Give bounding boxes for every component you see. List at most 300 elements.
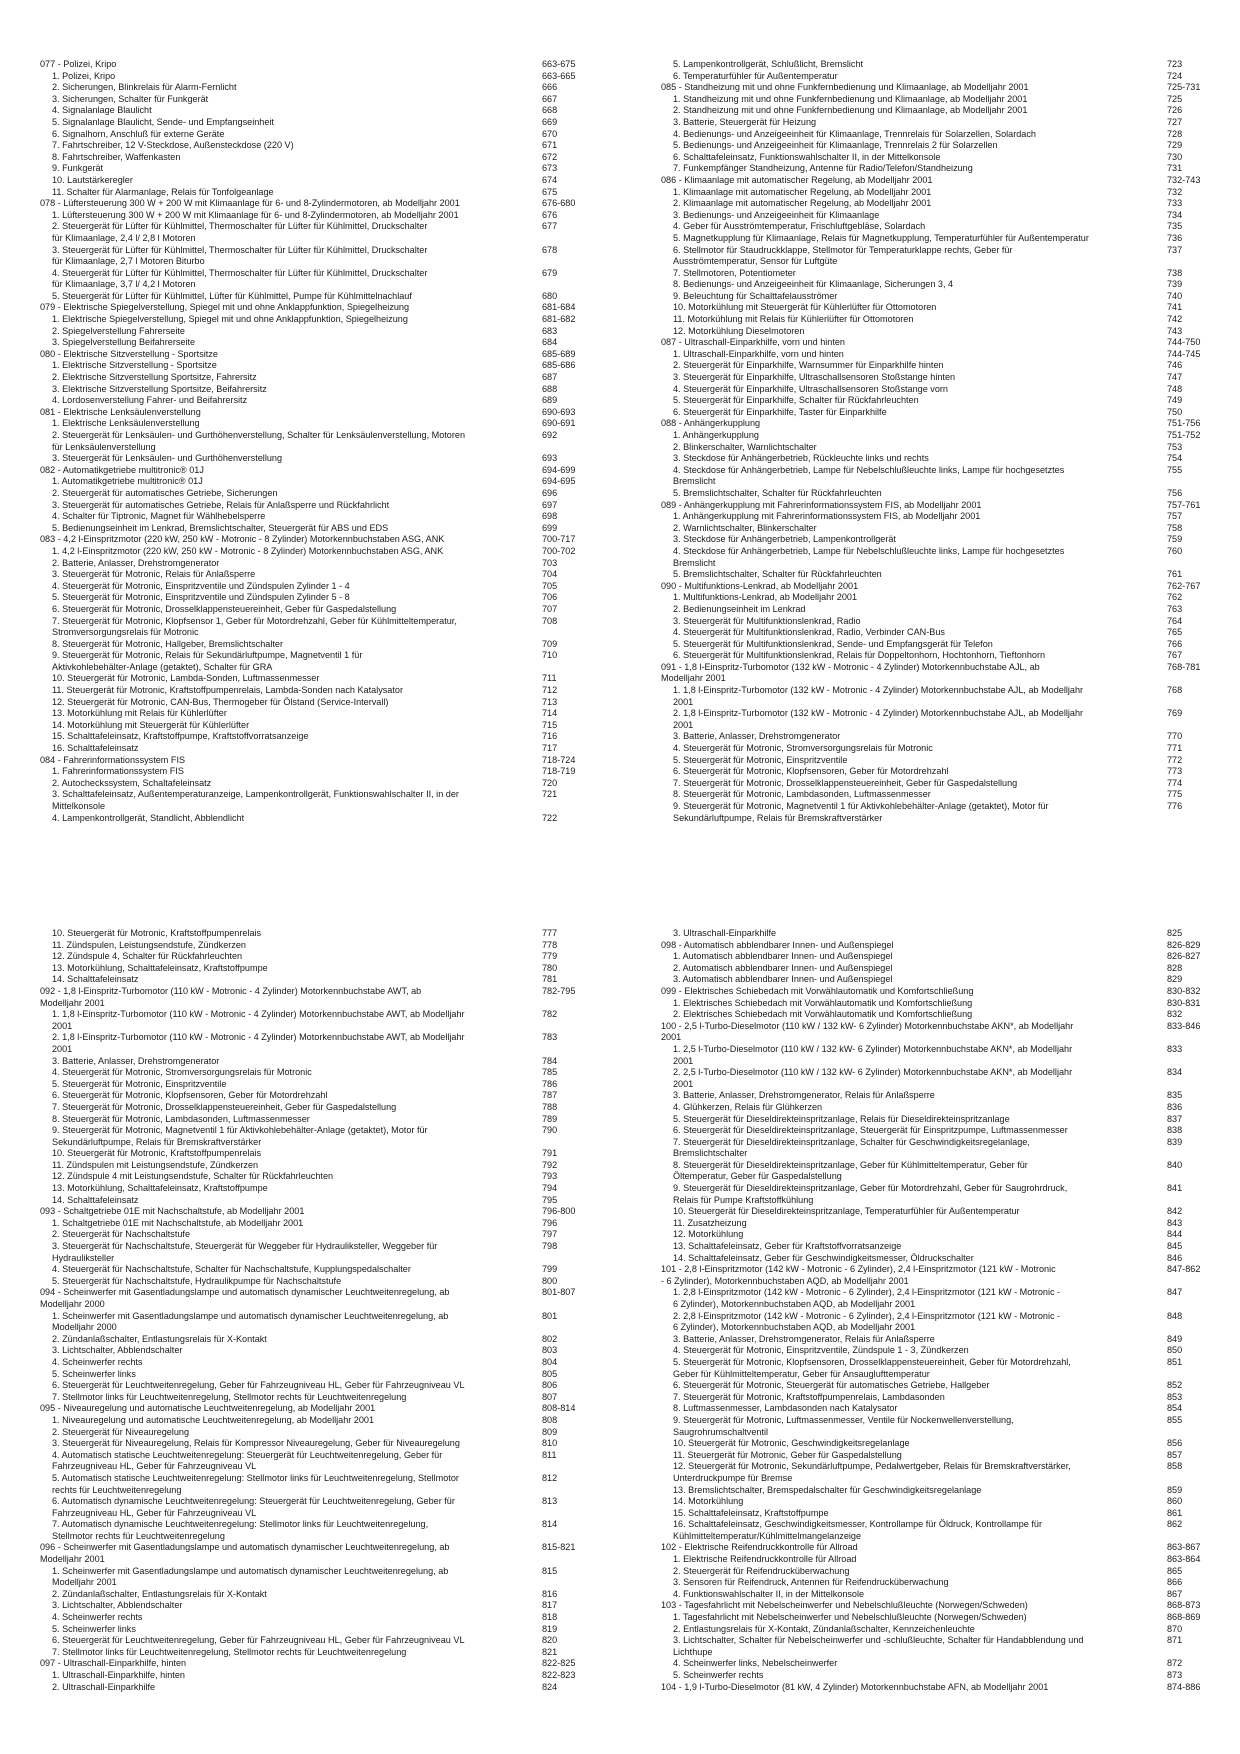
toc-entry-title: 10. Steuergerät für Motronic, Kraftstoffpumpenrelais bbox=[52, 1148, 262, 1159]
toc-subentry bbox=[661, 210, 1201, 222]
toc-entry-pages: 693 bbox=[542, 453, 558, 464]
toc-entry-title: Öltemperatur, Geber für Gaspedalstellung bbox=[673, 1171, 842, 1182]
toc-entry-title: 3. Steuergerät für Lüfter für Kühlmittel, Thermoschalter für Lüfter für Kühlmittel, Druckschalter bbox=[52, 244, 428, 255]
toc-entry-title: 2. 2,5 l-Turbo-Dieselmotor (110 kW / 132 kW- 6 Zylinder) Motorkennbuchstabe AKN*, ab Modelljahr bbox=[673, 1067, 1073, 1078]
toc-entry-pages: 778 bbox=[542, 939, 558, 950]
toc-subentry-continuation bbox=[661, 1148, 1201, 1160]
toc-entry-pages: 774 bbox=[1167, 777, 1183, 788]
toc-subentry-continuation bbox=[40, 662, 595, 674]
toc-entry-title: 1. Elektrische Spiegelverstellung, Spiegel mit und ohne Anklappfunktion, Spiegelheizung bbox=[52, 314, 408, 325]
toc-entry-title: 2. Zündanlaßschalter, Entlastungsrelais für X-Kontakt bbox=[52, 1588, 267, 1599]
toc-entry-title: 100 - 2,5 l-Turbo-Dieselmotor (110 kW / 132 kW- 6 Zylinder) Motorkennbuchstabe AKN*, ab Modelljahr bbox=[661, 1020, 1074, 1031]
toc-entry-title: 7. Stellmotoren, Potentiometer bbox=[673, 267, 796, 278]
toc-entry-title: 6. Signalhorn, Anschluß für externe Geräte bbox=[52, 128, 225, 139]
toc-subentry bbox=[40, 974, 595, 986]
toc-entry-pages: 681-684 bbox=[542, 302, 576, 313]
toc-subentry bbox=[40, 511, 595, 523]
toc-entry-title: 6. Stellmotor für Staudruckklappe, Stellmotor für Temperaturklappe rechts, Geber für bbox=[673, 244, 1013, 255]
toc-entry-pages: 677 bbox=[542, 221, 558, 232]
toc-entry-pages: 712 bbox=[542, 685, 558, 696]
toc-entry-title: 3. Steuergerät für Lenksäulen- und Gurthöhenverstellung bbox=[52, 453, 283, 464]
toc-entry-title: 7. Steuergerät für Motronic, Drosselklappensteuereinheit, Geber für Gaspedalstellung bbox=[673, 777, 1018, 788]
toc-subentry bbox=[661, 1403, 1201, 1415]
toc-entry-pages: 834 bbox=[1167, 1067, 1183, 1078]
toc-entry-title: 1. 1,8 l-Einspritz-Turbomotor (132 kW - Motronic - 4 Zylinder) Motorkennbuchstabe AJL, ab Modelljahr bbox=[673, 685, 1084, 696]
toc-entry-title: Stellmotor rechts für Leuchtweitenregelung bbox=[52, 1530, 225, 1541]
toc-entry-title: 14. Schalttafeleinsatz, Geber für Geschwindigkeitsmesser, Öldruckschalter bbox=[673, 1252, 974, 1263]
toc-entry-pages: 866 bbox=[1167, 1577, 1183, 1588]
toc-subentry bbox=[661, 731, 1201, 743]
toc-entry-pages: 826-829 bbox=[1167, 939, 1201, 950]
toc-entry-title: 082 - Automatikgetriebe multitronic® 01J bbox=[40, 464, 204, 475]
toc-entry-title: - 6 Zylinder), Motorkennbuchstaben AQD, ab Modelljahr 2001 bbox=[661, 1275, 909, 1286]
toc-subentry bbox=[661, 71, 1201, 83]
toc-subentry bbox=[40, 1160, 595, 1172]
toc-entry-pages: 757-761 bbox=[1167, 499, 1201, 510]
toc-subentry bbox=[40, 152, 595, 164]
toc-chapter-entry bbox=[661, 662, 1201, 674]
toc-subentry bbox=[40, 418, 595, 430]
toc-subentry bbox=[40, 731, 595, 743]
toc-subentry bbox=[661, 1160, 1201, 1172]
toc-entry-title: 1. Automatisch abblendbarer Innen- und Außenspiegel bbox=[673, 951, 893, 962]
toc-entry-pages: 818 bbox=[542, 1612, 558, 1623]
toc-entry-pages: 758 bbox=[1167, 522, 1183, 533]
toc-entry-pages: 775 bbox=[1167, 789, 1183, 800]
toc-entry-pages: 841 bbox=[1167, 1183, 1183, 1194]
toc-subentry bbox=[40, 1079, 595, 1091]
toc-subentry-continuation bbox=[661, 1473, 1201, 1485]
toc-entry-pages: 663-665 bbox=[542, 70, 576, 81]
toc-entry-pages: 874-886 bbox=[1167, 1681, 1201, 1692]
toc-subentry bbox=[661, 951, 1201, 963]
toc-entry-pages: 734 bbox=[1167, 209, 1183, 220]
toc-subentry bbox=[40, 569, 595, 581]
toc-subentry bbox=[661, 1009, 1201, 1021]
toc-subentry bbox=[661, 1241, 1201, 1253]
toc-entry-title: Bremslicht bbox=[673, 557, 716, 568]
toc-entry-pages: 822-825 bbox=[542, 1658, 576, 1669]
toc-entry-pages: 687 bbox=[542, 372, 558, 383]
toc-entry-pages: 808 bbox=[542, 1414, 558, 1425]
toc-subentry bbox=[661, 928, 1201, 940]
toc-entry-pages: 713 bbox=[542, 696, 558, 707]
toc-entry-pages: 860 bbox=[1167, 1496, 1183, 1507]
toc-entry-pages: 783 bbox=[542, 1032, 558, 1043]
toc-entry-title: 2. Steuergerät für automatisches Getriebe, Sicherungen bbox=[52, 487, 278, 498]
toc-entry-pages: 812 bbox=[542, 1472, 558, 1483]
toc-subentry bbox=[40, 951, 595, 963]
toc-entry-pages: 732 bbox=[1167, 186, 1183, 197]
toc-entry-pages: 822-823 bbox=[542, 1670, 576, 1680]
toc-chapter-entry bbox=[40, 1658, 595, 1670]
toc-entry-title: Saugrohrumschaltventil bbox=[673, 1426, 769, 1437]
toc-subentry bbox=[40, 1473, 595, 1485]
toc-entry-pages: 854 bbox=[1167, 1403, 1183, 1414]
toc-entry-title: 6. Steuergerät für Leuchtweitenregelung, Geber für Fahrzeugniveau HL, Geber für Fahrzeugniveau VL bbox=[52, 1380, 465, 1391]
toc-entry-pages: 784 bbox=[542, 1055, 558, 1066]
toc-entry-pages: 871 bbox=[1167, 1635, 1183, 1646]
toc-entry-title: 096 - Scheinwerfer mit Gasentladungslampe und automatisch dynamischer Leuchtweitenregelung, ab bbox=[40, 1542, 450, 1553]
toc-subentry bbox=[40, 187, 595, 199]
toc-entry-pages: 815 bbox=[542, 1565, 558, 1576]
toc-subentry-continuation bbox=[661, 697, 1201, 709]
toc-entry-pages: 697 bbox=[542, 499, 558, 510]
toc-entry-title: 14. Schalttafeleinsatz bbox=[52, 974, 139, 985]
toc-chapter-entry bbox=[40, 407, 595, 419]
toc-entry-title: 5. Bedienungs- und Anzeigeeinheit für Klimaanlage, Trennrelais 2 für Solarzellen bbox=[673, 140, 998, 151]
toc-entry-title: 4. Steuergerät für Motronic, Einspritzventile, Zündspule 1 - 3, Zündkerzen bbox=[673, 1345, 969, 1356]
toc-entry-title: 3. Batterie, Anlasser, Drehstromgenerator, Relais für Anlaßsperre bbox=[673, 1090, 935, 1101]
toc-entry-title: für Klimaanlage, 2,7 l Motoren Biturbo bbox=[52, 256, 205, 267]
toc-entry-pages: 791 bbox=[542, 1148, 558, 1159]
toc-subentry bbox=[40, 1357, 595, 1369]
toc-entry-pages: 678 bbox=[542, 244, 558, 255]
toc-entry-title: 10. Steuergerät für Motronic, Geschwindigkeitsregelanlage bbox=[673, 1438, 910, 1449]
toc-subentry bbox=[661, 604, 1201, 616]
toc-entry-pages: 725 bbox=[1167, 93, 1183, 104]
toc-subentry bbox=[661, 245, 1201, 257]
toc-subentry bbox=[661, 1635, 1201, 1647]
toc-entry-pages: 689 bbox=[542, 395, 558, 406]
toc-subentry bbox=[661, 1485, 1201, 1497]
toc-subentry bbox=[40, 673, 595, 685]
toc-subentry bbox=[661, 755, 1201, 767]
toc-entry-pages: 669 bbox=[542, 116, 558, 127]
toc-entry-pages: 809 bbox=[542, 1426, 558, 1437]
toc-subentry bbox=[661, 627, 1201, 639]
toc-entry-pages: 738 bbox=[1167, 267, 1183, 278]
toc-subentry bbox=[661, 511, 1201, 523]
toc-subentry bbox=[661, 1044, 1201, 1056]
toc-subentry-continuation bbox=[661, 476, 1201, 488]
toc-subentry bbox=[661, 302, 1201, 314]
toc-entry-title: 9. Beleuchtung für Schalttafelausströmer bbox=[673, 290, 838, 301]
toc-subentry-continuation bbox=[40, 627, 595, 639]
toc-entry-title: Unterdruckpumpe für Bremse bbox=[673, 1472, 793, 1483]
toc-subentry bbox=[661, 430, 1201, 442]
toc-entry-pages: 760 bbox=[1167, 545, 1183, 556]
toc-subentry-continuation bbox=[40, 1485, 595, 1497]
toc-entry-pages: 843 bbox=[1167, 1217, 1183, 1228]
toc-entry-title: Geber für Kühlmitteltemperatur, Geber für Ansauglufttemperatur bbox=[673, 1368, 930, 1379]
toc-entry-pages: 773 bbox=[1167, 766, 1183, 777]
toc-subentry bbox=[40, 1334, 595, 1346]
toc-entry-title: 101 - 2,8 l-Einspritzmotor (142 kW - Motronic - 6 Zylinder), 2,4 l-Einspritzmotor (121 kW - Motronic bbox=[661, 1264, 1056, 1275]
toc-entry-title: 13. Motorkühlung mit Relais für Kühlerlüfter bbox=[52, 708, 227, 719]
toc-entry-title: 6 Zylinder), Motorkennbuchstaben AQD, ab Modelljahr 2001 bbox=[673, 1322, 916, 1333]
toc-subentry bbox=[661, 1589, 1201, 1601]
toc-subentry bbox=[40, 453, 595, 465]
toc-entry-pages: 736 bbox=[1167, 232, 1183, 243]
toc-entry-title: 13. Bremslichtschalter, Bremspedalschalter für Geschwindigkeitsregelanlage bbox=[673, 1484, 982, 1495]
toc-entry-pages: 717 bbox=[542, 743, 558, 754]
toc-entry-title: 7. Steuergerät für Dieseldirekteinspritzanlage, Schalter für Geschwindigkeitsregelanlage, bbox=[673, 1136, 1030, 1147]
toc-entry-pages: 799 bbox=[542, 1264, 558, 1275]
toc-entry-title: Hydrauliksteller bbox=[52, 1252, 115, 1263]
toc-chapter-entry bbox=[661, 581, 1201, 593]
toc-subentry bbox=[661, 1658, 1201, 1670]
toc-subentry bbox=[40, 604, 595, 616]
toc-chapter-entry bbox=[40, 198, 595, 210]
toc-entry-title: 103 - Tagesfahrlicht mit Nebelscheinwerfer und Nebelschlußleuchte (Norwegen/Schweden) bbox=[661, 1600, 1028, 1611]
toc-entry-title: 5. Steuergerät für Multifunktionslenkrad, Sende- und Empfangsgerät für Telefon bbox=[673, 638, 993, 649]
toc-entry-title: Aktivkohlebehälter-Anlage (getaktet), Schalter für GRA bbox=[52, 661, 273, 672]
toc-subentry bbox=[40, 1148, 595, 1160]
toc-entry-pages: 872 bbox=[1167, 1658, 1183, 1669]
toc-entry-pages: 727 bbox=[1167, 116, 1183, 127]
toc-entry-title: 5. Steuergerät für Lüfter für Kühlmittel, Lüfter für Kühlmittel, Pumpe für Kühlmittelnachlauf bbox=[52, 290, 412, 301]
toc-subentry bbox=[661, 268, 1201, 280]
toc-subentry bbox=[40, 384, 595, 396]
toc-entry-pages: 810 bbox=[542, 1438, 558, 1449]
toc-entry-title: 4. Signalanlage Blaulicht bbox=[52, 105, 152, 116]
toc-chapter-entry bbox=[40, 1206, 595, 1218]
toc-entry-title: 2. Autocheckssystem, Schaltafeleinsatz bbox=[52, 777, 212, 788]
toc-subentry bbox=[661, 998, 1201, 1010]
toc-subentry bbox=[40, 1311, 595, 1323]
toc-subentry bbox=[661, 442, 1201, 454]
toc-subentry bbox=[40, 778, 595, 790]
toc-entry-title: 9. Steuergerät für Motronic, Luftmassenmesser, Ventile für Nockenwellenverstellung, bbox=[673, 1414, 1014, 1425]
toc-entry-pages: 863-864 bbox=[1167, 1554, 1201, 1565]
toc-entry-pages: 737 bbox=[1167, 244, 1183, 255]
toc-subentry bbox=[661, 465, 1201, 477]
toc-subentry bbox=[661, 360, 1201, 372]
toc-subentry bbox=[40, 558, 595, 570]
toc-entry-title: 090 - Multifunktions-Lenkrad, ab Modelljahr 2001 bbox=[661, 580, 859, 591]
toc-entry-pages: 801 bbox=[542, 1310, 558, 1321]
toc-entry-pages: 749 bbox=[1167, 395, 1183, 406]
toc-entry-pages: 733 bbox=[1167, 198, 1183, 209]
toc-entry-title: 4. Steuergerät für Motronic, Stromversorgungsrelais für Motronic bbox=[673, 743, 933, 754]
toc-entry-title: 8. Luftmassenmesser, Lambdasonden nach Katalysator bbox=[673, 1403, 898, 1414]
toc-entry-title: 13. Schalttafeleinsatz, Geber für Kraftstoffvorratsanzeige bbox=[673, 1241, 902, 1252]
toc-entry-title: 091 - 1,8 l-Einspritz-Turbomotor (132 kW - Motronic - 4 Zylinder) Motorkennbuchstabe AJL, ab bbox=[661, 661, 1040, 672]
toc-entry-title: 7. Stellmotor links für Leuchtweitenregelung, Stellmotor rechts für Leuchtweitenregelung bbox=[52, 1391, 407, 1402]
toc-subentry bbox=[40, 430, 595, 442]
toc-entry-title: 3. Lichtschalter, Abblendschalter bbox=[52, 1600, 183, 1611]
toc-subentry bbox=[40, 140, 595, 152]
toc-subentry-continuation bbox=[661, 1079, 1201, 1091]
toc-entry-pages: 728 bbox=[1167, 128, 1183, 139]
toc-entry-title: für Lenksäulenverstellung bbox=[52, 441, 156, 452]
toc-entry-pages: 855 bbox=[1167, 1414, 1183, 1425]
toc-entry-pages: 851 bbox=[1167, 1356, 1183, 1367]
toc-entry-title: 16. Schalttafeleinsatz, Geschwindigkeitsmesser, Kontrollampe für Öldruck, Kontrollampe für bbox=[673, 1519, 1042, 1530]
toc-subentry bbox=[40, 1032, 595, 1044]
toc-entry-title: 3. Lichtschalter, Abblendschalter bbox=[52, 1345, 183, 1356]
toc-entry-pages: 845 bbox=[1167, 1241, 1183, 1252]
toc-entry-pages: 699 bbox=[542, 522, 558, 533]
toc-entry-title: 3. Steuergerät für Motronic, Relais für Anlaßsperre bbox=[52, 569, 256, 580]
toc-subentry bbox=[40, 221, 595, 233]
toc-subentry bbox=[661, 963, 1201, 975]
toc-entry-title: 097 - Ultraschall-Einparkhilfe, hinten bbox=[40, 1658, 187, 1669]
toc-entry-pages: 782 bbox=[542, 1009, 558, 1020]
toc-entry-title: Modelljahr 2001 bbox=[52, 1577, 117, 1588]
toc-subentry bbox=[661, 198, 1201, 210]
toc-entry-pages: 671 bbox=[542, 140, 558, 151]
toc-subentry bbox=[40, 268, 595, 280]
toc-chapter-continuation bbox=[40, 1299, 595, 1311]
toc-entry-title: 5. Scheinwerfer links bbox=[52, 1368, 136, 1379]
toc-subentry bbox=[40, 1195, 595, 1207]
toc-entry-title: 3. Steuergerät für Multifunktionslenkrad, Radio bbox=[673, 615, 861, 626]
toc-entry-pages: 806 bbox=[542, 1380, 558, 1391]
toc-entry-title: rechts für Leuchtweitenregelung bbox=[52, 1484, 182, 1495]
toc-entry-title: 1. Polizei, Kripo bbox=[52, 70, 116, 81]
toc-subentry bbox=[661, 1067, 1201, 1079]
toc-entry-title: 6 Zylinder), Motorkennbuchstaben AQD, ab Modelljahr 2001 bbox=[673, 1299, 916, 1309]
toc-subentry bbox=[661, 1229, 1201, 1241]
toc-entry-pages: 849 bbox=[1167, 1333, 1183, 1344]
toc-entry-title: 5. Steuergerät für Nachschaltstufe, Hydraulikpumpe für Nachschaltstufe bbox=[52, 1275, 342, 1286]
toc-subentry bbox=[40, 337, 595, 349]
toc-entry-title: 7. Steuergerät für Motronic, Kraftstoffpumpenrelais, Lambdasonden bbox=[673, 1391, 945, 1402]
toc-entry-title: Sekundärluftpumpe, Relais für Bremskraftverstärker bbox=[52, 1136, 262, 1147]
toc-chapter-entry bbox=[661, 175, 1201, 187]
toc-entry-pages: 764 bbox=[1167, 615, 1183, 626]
toc-subentry bbox=[40, 314, 595, 326]
toc-subentry bbox=[661, 1496, 1201, 1508]
toc-chapter-entry bbox=[661, 1264, 1201, 1276]
toc-entry-title: 10. Lautstärkeregler bbox=[52, 174, 133, 185]
toc-entry-pages: 676 bbox=[542, 209, 558, 220]
toc-entry-pages: 761 bbox=[1167, 569, 1183, 580]
toc-subentry bbox=[661, 152, 1201, 164]
toc-subentry bbox=[661, 1461, 1201, 1473]
toc-subentry bbox=[40, 1635, 595, 1647]
toc-entry-title: 3. Batterie, Anlasser, Drehstromgenerator bbox=[52, 1055, 220, 1066]
toc-entry-title: 4. Lampenkontrollgerät, Standlicht, Abblendlicht bbox=[52, 812, 245, 823]
toc-subentry bbox=[40, 1427, 595, 1439]
toc-entry-pages: 676-680 bbox=[542, 198, 576, 209]
toc-entry-title: 2. Standheizung mit und ohne Funkfernbedienung und Klimaanlage, ab Modelljahr 2001 bbox=[673, 105, 1028, 116]
toc-entry-title: Relais für Pumpe Kraftstoffkühlung bbox=[673, 1194, 814, 1205]
toc-subentry bbox=[40, 592, 595, 604]
toc-subentry bbox=[40, 1415, 595, 1427]
toc-entry-pages: 663-675 bbox=[542, 59, 576, 69]
toc-entry-pages: 863-867 bbox=[1167, 1542, 1201, 1553]
toc-entry-pages: 668 bbox=[542, 105, 558, 116]
toc-entry-title: 1. Elektrische Lenksäulenverstellung bbox=[52, 418, 200, 429]
toc-entry-pages: 870 bbox=[1167, 1623, 1183, 1634]
toc-entry-title: 1. Niveauregelung und automatische Leuchtweitenregelung, ab Modelljahr 2001 bbox=[52, 1414, 375, 1425]
toc-entry-title: 12. Steuergerät für Motronic, Sekundärluftpumpe, Pedalwertgeber, Relais für Bremskraftverstärker, bbox=[673, 1461, 1071, 1472]
toc-chapter-entry bbox=[661, 500, 1201, 512]
toc-subentry bbox=[40, 1566, 595, 1578]
toc-subentry bbox=[661, 129, 1201, 141]
toc-entry-title: 1. Elektrische Reifendruckkontrolle für Allroad bbox=[673, 1554, 857, 1565]
toc-entry-title: 8. Fahrtschreiber, Waffenkasten bbox=[52, 151, 181, 162]
toc-entry-pages: 666 bbox=[542, 82, 558, 93]
toc-entry-title: 3. Lichtschalter, Schalter für Nebelscheinwerfer und -schlußleuchte, Schalter für Handabblendung und bbox=[673, 1635, 1084, 1646]
toc-entry-title: 4. Steuergerät für Nachschaltstufe, Schalter für Nachschaltstufe, Kupplungspedalschalter bbox=[52, 1264, 411, 1275]
toc-subentry bbox=[661, 407, 1201, 419]
toc-entry-pages: 856 bbox=[1167, 1438, 1183, 1449]
toc-entry-pages: 772 bbox=[1167, 754, 1183, 765]
toc-entry-title: 12. Zündspule 4 mit Leistungsendstufe, Schalter für Rückfahrleuchten bbox=[52, 1171, 334, 1182]
toc-entry-pages: 821 bbox=[542, 1646, 558, 1657]
toc-entry-title: 2. Batterie, Anlasser, Drehstromgenerator bbox=[52, 557, 220, 568]
toc-subentry bbox=[661, 1102, 1201, 1114]
toc-entry-title: 3. Batterie, Steuergerät für Heizung bbox=[673, 116, 817, 127]
toc-subentry bbox=[661, 94, 1201, 106]
toc-subentry bbox=[661, 974, 1201, 986]
toc-entry-pages: 857 bbox=[1167, 1449, 1183, 1460]
toc-entry-pages: 768-781 bbox=[1167, 661, 1201, 672]
toc-entry-pages: 750 bbox=[1167, 406, 1183, 417]
toc-entry-title: 5. Steuergerät für Motronic, Einspritzventile bbox=[52, 1078, 227, 1089]
toc-entry-pages: 739 bbox=[1167, 279, 1183, 290]
toc-subentry-continuation bbox=[661, 1056, 1201, 1068]
toc-entry-title: 4. Steckdose für Anhängerbetrieb, Lampe für Nebelschlußleuchte links, Lampe für hochgesetztes bbox=[673, 464, 1065, 475]
toc-entry-title: 2. Entlastungsrelais für X-Kontakt, Zündanlaßschalter, Kennzeichenleuchte bbox=[673, 1623, 975, 1634]
toc-entry-title: 16. Schalttafeleinsatz bbox=[52, 743, 139, 754]
toc-entry-pages: 700-702 bbox=[542, 545, 576, 556]
toc-entry-pages: 756 bbox=[1167, 487, 1183, 498]
toc-entry-title: 1. Automatikgetriebe multitronic® 01J bbox=[52, 476, 203, 487]
toc-subentry bbox=[661, 1090, 1201, 1102]
toc-entry-pages: 696 bbox=[542, 487, 558, 498]
toc-subentry bbox=[661, 384, 1201, 396]
toc-entry-title: 1. Multifunktions-Lenkrad, ab Modelljahr 2001 bbox=[673, 592, 858, 603]
toc-entry-pages: 837 bbox=[1167, 1113, 1183, 1124]
toc-entry-title: Ausströmtemperatur, Sensor für Luftgüte bbox=[673, 256, 838, 267]
toc-chapter-entry bbox=[661, 82, 1201, 94]
toc-entry-pages: 685-686 bbox=[542, 360, 576, 371]
toc-subentry bbox=[661, 1508, 1201, 1520]
toc-entry-pages: 705 bbox=[542, 580, 558, 591]
toc-chapter-entry bbox=[40, 349, 595, 361]
toc-entry-title: 079 - Elektrische Spiegelverstellung, Spiegel mit und ohne Anklappfunktion, Spiegelheizung bbox=[40, 302, 410, 313]
toc-entry-pages: 704 bbox=[542, 569, 558, 580]
toc-chapter-continuation bbox=[661, 673, 1201, 685]
toc-subentry-continuation bbox=[661, 256, 1201, 268]
toc-entry-pages: 721 bbox=[542, 789, 558, 800]
toc-subentry bbox=[661, 117, 1201, 129]
toc-entry-title: 2. Warnlichtschalter, Blinkerschalter bbox=[673, 522, 817, 533]
toc-entry-pages: 793 bbox=[542, 1171, 558, 1182]
toc-subentry bbox=[661, 1206, 1201, 1218]
toc-subentry bbox=[661, 569, 1201, 581]
toc-entry-pages: 688 bbox=[542, 383, 558, 394]
toc-entry-pages: 762 bbox=[1167, 592, 1183, 603]
toc-entry-title: 6. Automatisch dynamische Leuchtweitenregelung: Steuergerät für Leuchtweitenregelung, Geber für bbox=[52, 1496, 455, 1507]
toc-chapter-entry bbox=[661, 940, 1201, 952]
toc-entry-pages: 797 bbox=[542, 1229, 558, 1240]
toc-entry-title: 9. Steuergerät für Motronic, Relais für Sekundärluftpumpe, Magnetventil 1 für bbox=[52, 650, 363, 661]
toc-entry-title: 7. Stellmotor links für Leuchtweitenregelung, Stellmotor rechts für Leuchtweitenregelung bbox=[52, 1646, 407, 1657]
toc-entry-title: 1. Scheinwerfer mit Gasentladungslampe und automatisch dynamischer Leuchtweitenregelung, ab bbox=[52, 1565, 449, 1576]
toc-entry-pages: 868-869 bbox=[1167, 1612, 1201, 1623]
toc-entry-title: 1. 1,8 l-Einspritz-Turbomotor (110 kW - Motronic - 4 Zylinder) Motorkennbuchstabe AWT, ab Modelljahr bbox=[52, 1009, 465, 1020]
toc-subentry bbox=[40, 71, 595, 83]
toc-entry-pages: 763 bbox=[1167, 603, 1183, 614]
toc-entry-title: Kühlmitteltemperatur/Kühlmittelmangelanzeige bbox=[673, 1530, 862, 1541]
toc-entry-pages: 825 bbox=[1167, 928, 1183, 938]
toc-subentry bbox=[40, 1009, 595, 1021]
toc-subentry bbox=[661, 534, 1201, 546]
toc-chapter-entry bbox=[661, 337, 1201, 349]
toc-entry-title: Bremslichtschalter bbox=[673, 1148, 748, 1159]
toc-entry-pages: 808-814 bbox=[542, 1403, 576, 1414]
toc-subentry bbox=[40, 500, 595, 512]
toc-subentry bbox=[661, 789, 1201, 801]
toc-entry-pages: 714 bbox=[542, 708, 558, 719]
toc-subentry bbox=[40, 639, 595, 651]
